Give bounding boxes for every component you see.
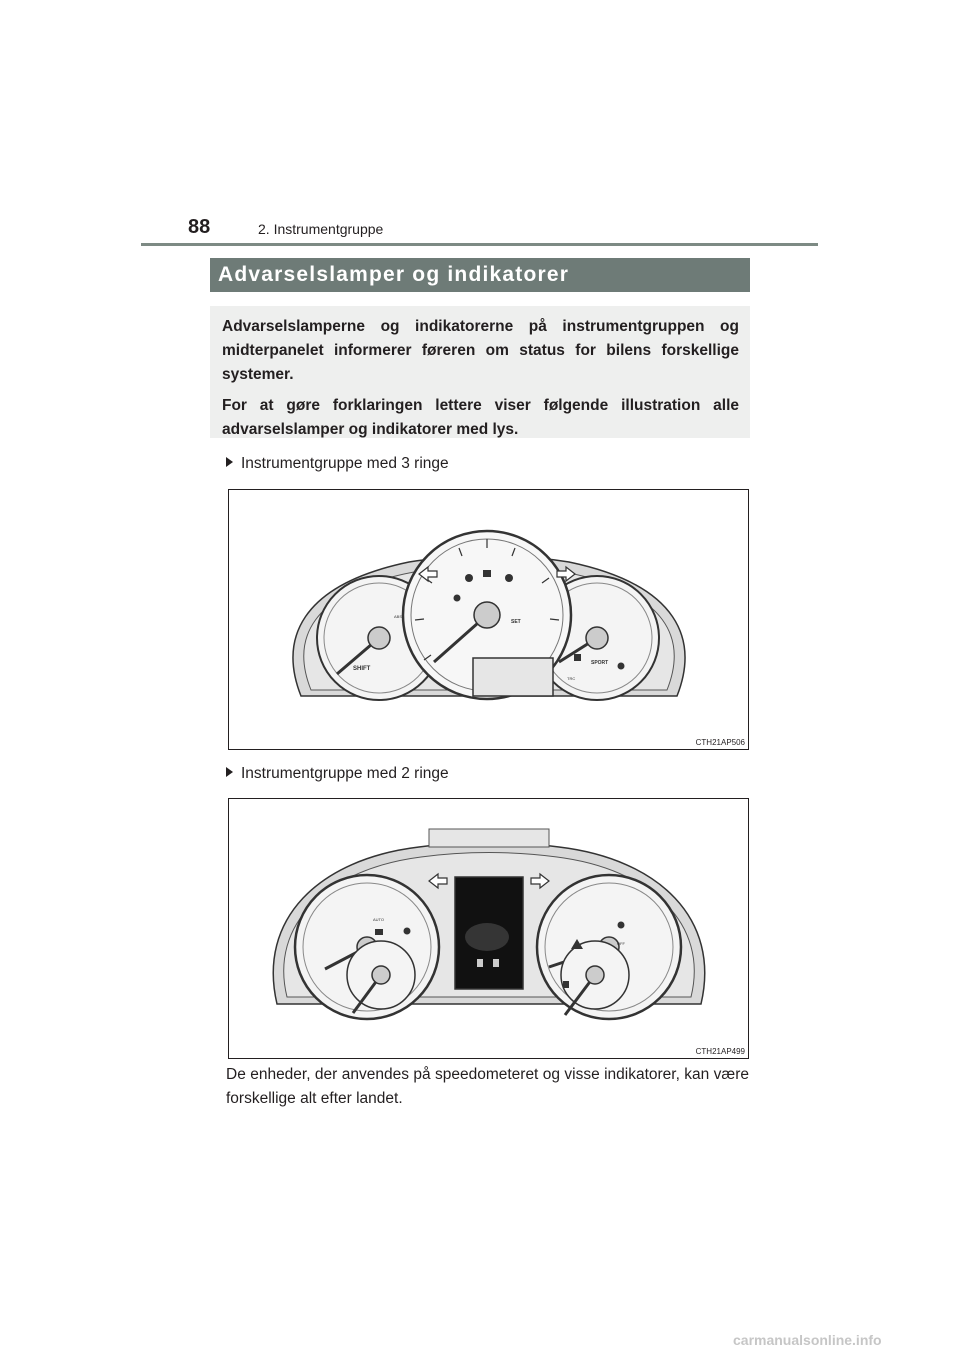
door-icon xyxy=(574,654,581,661)
figure-2-code: CTH21AP499 xyxy=(695,1047,745,1056)
off-label: OFF xyxy=(617,941,625,946)
speedometer-hub xyxy=(474,602,500,628)
figure-3-ring-cluster xyxy=(228,489,749,750)
cluster-2-ring-illustration xyxy=(229,799,748,1058)
figure-1-heading-text: Instrumentgruppe med 3 ringe xyxy=(241,455,449,472)
airbag-icon xyxy=(454,595,461,602)
abs-label: ABS xyxy=(394,614,403,619)
seatbelt-icon xyxy=(618,922,625,929)
left-gauge-hub xyxy=(368,627,390,649)
header-rule xyxy=(141,243,818,246)
section-title: Advarselslamper og indikatorer xyxy=(210,258,750,292)
brake-warning-icon xyxy=(483,570,491,577)
body-paragraph: De enheder, der anvendes på speedometeret og visse indikatorer, kan være forskellige alt efter landet. xyxy=(226,1066,749,1107)
right-gauge-hub xyxy=(586,627,608,649)
watermark: carmanualsonline.info xyxy=(733,1332,882,1348)
cluster-3-ring-illustration xyxy=(229,490,748,749)
figure-1-heading xyxy=(226,455,449,473)
figure-1-code: CTH21AP506 xyxy=(695,738,745,747)
shift-label: SHIFT xyxy=(353,666,371,672)
trc-label: TRC xyxy=(567,676,576,681)
headlight-icon xyxy=(375,929,383,935)
triangle-bullet-icon xyxy=(226,457,233,467)
multi-info-display xyxy=(473,658,553,696)
auto-label: AUTO xyxy=(373,917,385,922)
seatbelt-icon xyxy=(465,574,473,582)
figure-2-heading xyxy=(226,765,449,783)
airbag-icon xyxy=(404,928,411,935)
sport-label: SPORT xyxy=(591,660,609,666)
set-label: SET xyxy=(511,619,521,625)
chapter-title: 2. Instrumentgruppe xyxy=(258,221,384,237)
page-number: 88 xyxy=(188,216,211,238)
intro-box xyxy=(210,306,750,438)
seatbelt-passenger-icon xyxy=(505,574,513,582)
intro-paragraph-1: Advarselslamperne og indikatorerne på instrumentgruppen og midterpanelet informerer føreren om status for bilens forskellige systemer. xyxy=(222,318,739,383)
intro-paragraph-2: For at gøre forklaringen lettere viser følgende illustration alle advarselslamper og indikatorer med lys. xyxy=(222,397,739,438)
fuel-icon xyxy=(618,663,625,670)
figure-2-ring-cluster xyxy=(228,798,749,1059)
hood-top xyxy=(429,829,549,847)
figure-2-heading-text: Instrumentgruppe med 2 ringe xyxy=(241,765,449,782)
triangle-bullet-icon xyxy=(226,767,233,777)
fuel-icon xyxy=(563,981,569,988)
